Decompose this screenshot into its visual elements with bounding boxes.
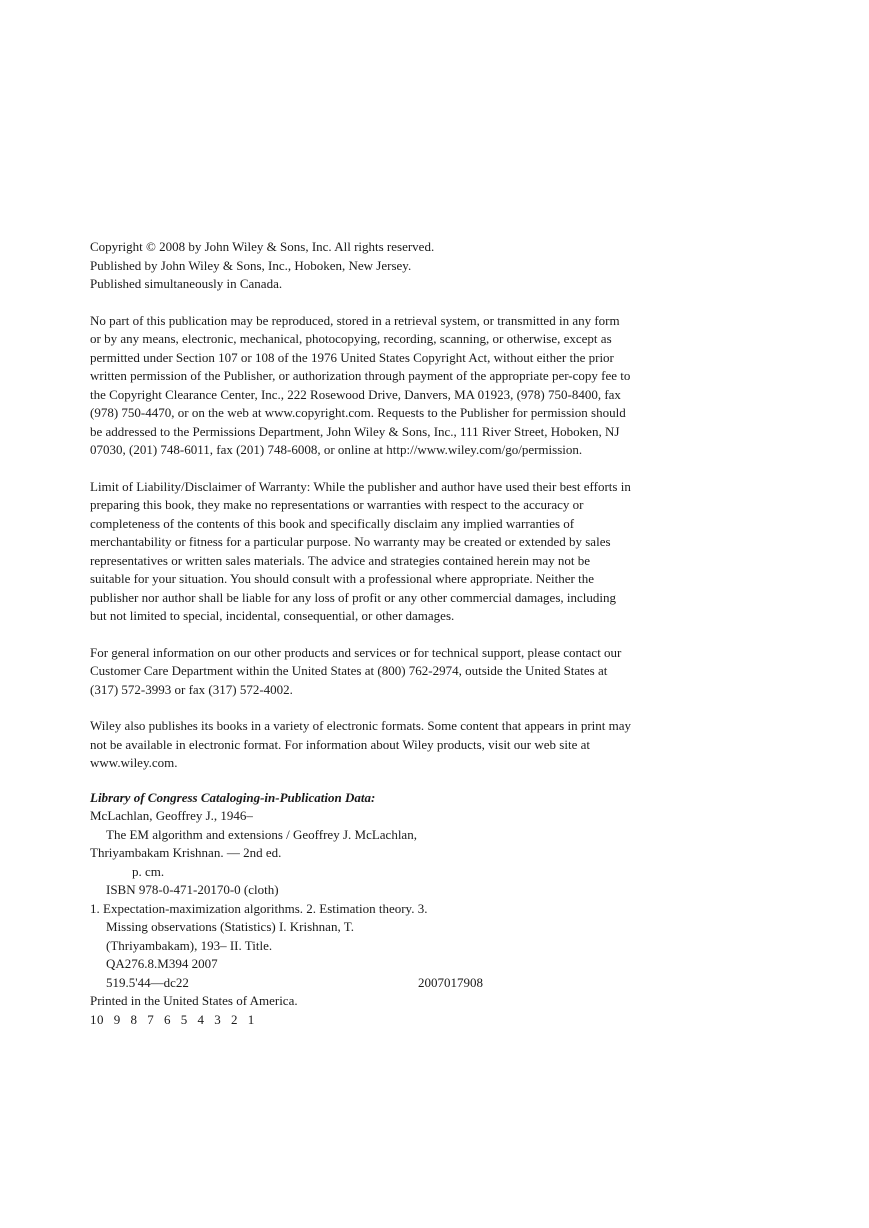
info-line: (317) 572-3993 or fax (317) 572-4002. bbox=[90, 681, 293, 697]
permissions-line: permitted under Section 107 or 108 of the 1976 United States Copyright Act, without either the prior bbox=[90, 349, 614, 365]
cip-record bbox=[90, 807, 730, 992]
electronic-line: www.wiley.com. bbox=[90, 755, 178, 770]
permissions-line: written permission of the Publisher, or authorization through payment of the appropriate per-copy fee to bbox=[90, 368, 631, 383]
permissions-line: the Copyright Clearance Center, Inc., 222 Rosewood Drive, Danvers, MA 01923, (978) 750-8400, fax bbox=[90, 386, 621, 402]
cip-classification-row bbox=[90, 974, 730, 993]
permissions-line: be addressed to the Permissions Department, John Wiley & Sons, Inc., 111 River Street, Hoboken, NJ bbox=[90, 423, 620, 439]
cip-call-number: QA276.8.M394 2007 bbox=[106, 956, 218, 971]
cip-title-continued: Thriyambakam Krishnan. — 2nd ed. bbox=[90, 845, 282, 860]
permissions-line: 07030, (201) 748-6011, fax (201) 748-6008, or online at http://www.wiley.com/go/permission. bbox=[90, 442, 583, 457]
printing-impression-line: 10 9 8 7 6 5 4 3 2 1 bbox=[90, 1011, 255, 1027]
permissions-line: or by any means, electronic, mechanical, photocopying, recording, scanning, or otherwise, except as bbox=[90, 331, 612, 346]
liability-disclaimer bbox=[90, 478, 730, 626]
cip-subjects: (Thriyambakam), 193– II. Title. bbox=[106, 937, 273, 953]
liability-line: Limit of Liability/Disclaimer of Warranty: While the publisher and author have used their best efforts in bbox=[90, 478, 631, 494]
published-canada-line: Published simultaneously in Canada. bbox=[90, 276, 283, 291]
published-by-line: Published by John Wiley & Sons, Inc., Hoboken, New Jersey. bbox=[90, 257, 412, 273]
cip-pages: p. cm. bbox=[132, 863, 165, 879]
permissions-line: No part of this publication may be reproduced, stored in a retrieval system, or transmitted in any form bbox=[90, 312, 620, 328]
printed-in-statement: Printed in the United States of America. bbox=[90, 993, 298, 1008]
liability-line: suitable for your situation. You should consult with a professional where appropriate. Neither the bbox=[90, 571, 595, 586]
copyright-page bbox=[90, 238, 730, 1029]
info-line: Customer Care Department within the United States at (800) 762-2974, outside the United States at bbox=[90, 663, 608, 678]
info-line: For general information on our other products and services or for technical support, please contact our bbox=[90, 644, 622, 660]
copyright-notice: Copyright © 2008 by John Wiley & Sons, Inc. All rights reserved. bbox=[90, 239, 435, 254]
liability-line: publisher nor author shall be liable for any loss of profit or any other commercial damages, including bbox=[90, 589, 616, 605]
cip-heading: Library of Congress Cataloging-in-Publication Data: bbox=[90, 789, 376, 805]
electronic-formats-note bbox=[90, 717, 730, 773]
cip-dewey: 519.5'44—dc22 bbox=[106, 974, 189, 990]
permissions-line: (978) 750-4470, or on the web at www.copyright.com. Requests to the Publisher for permission should bbox=[90, 405, 626, 420]
cip-isbn: ISBN 978-0-471-20170-0 (cloth) bbox=[106, 882, 279, 897]
electronic-line: not be available in electronic format. For information about Wiley products, visit our web site at bbox=[90, 736, 590, 752]
cip-lccn: 2007017908 bbox=[418, 974, 483, 990]
liability-line: completeness of the contents of this book and specifically disclaim any implied warranties of bbox=[90, 515, 575, 531]
liability-line: merchantability or fitness for a particular purpose. No warranty may be created or extended by sales bbox=[90, 534, 611, 549]
cip-subjects: Missing observations (Statistics) I. Krishnan, T. bbox=[106, 919, 354, 934]
cip-subjects: 1. Expectation-maximization algorithms. 2. Estimation theory. 3. bbox=[90, 900, 428, 916]
customer-care-info bbox=[90, 644, 730, 700]
electronic-line: Wiley also publishes its books in a variety of electronic formats. Some content that appears in print may bbox=[90, 718, 632, 733]
permissions-paragraph bbox=[90, 312, 730, 460]
publisher-statement bbox=[90, 257, 730, 294]
cip-author: McLachlan, Geoffrey J., 1946– bbox=[90, 808, 253, 823]
liability-line: representatives or written sales materials. The advice and strategies contained herein may not be bbox=[90, 552, 591, 568]
cip-title: The EM algorithm and extensions / Geoffrey J. McLachlan, bbox=[106, 826, 417, 842]
liability-line: preparing this book, they make no representations or warranties with respect to the accuracy or bbox=[90, 497, 584, 512]
liability-line: but not limited to special, incidental, consequential, or other damages. bbox=[90, 608, 455, 623]
